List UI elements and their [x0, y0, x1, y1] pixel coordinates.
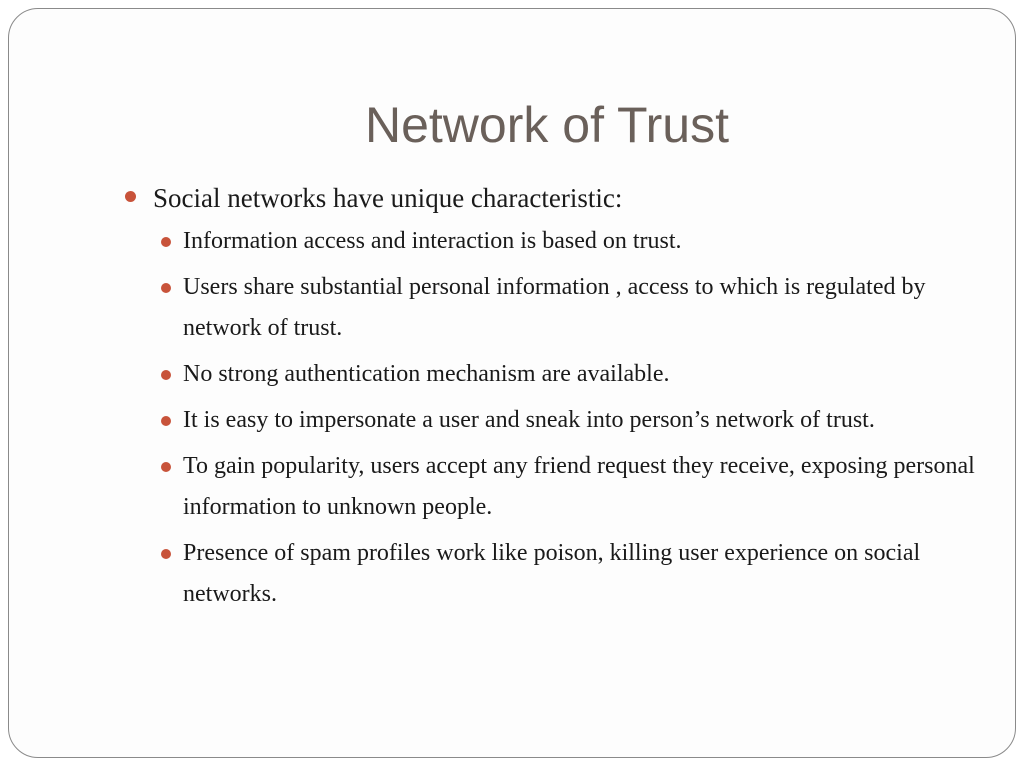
- sub-bullet-item: [155, 533, 983, 615]
- slide-title: Network of Trust: [365, 97, 729, 153]
- sub-bullet-text: Information access and interaction is based on trust.: [183, 228, 682, 254]
- bullet-icon: [161, 462, 171, 472]
- bullet-icon: [161, 283, 171, 293]
- bullet-icon: [161, 416, 171, 426]
- sub-bullet-item: [155, 446, 983, 528]
- bullet-icon: [161, 237, 171, 247]
- sub-bullet-text: It is easy to impersonate a user and sneak into person’s network of trust.: [183, 407, 875, 433]
- bullet-icon: [161, 549, 171, 559]
- sub-bullet-item: [155, 354, 983, 395]
- sub-bullet-list: [155, 221, 983, 615]
- sub-bullet-item: [155, 400, 983, 441]
- sub-bullet-item: [155, 221, 983, 262]
- bullet-icon: [161, 370, 171, 380]
- slide-content: [123, 177, 983, 620]
- sub-bullet-text: No strong authentication mechanism are available.: [183, 361, 670, 387]
- main-bullet-item: [123, 177, 983, 219]
- slide-frame: [8, 8, 1016, 758]
- sub-bullet-text: Presence of spam profiles work like poison, killing user experience on social networks.: [183, 540, 921, 607]
- sub-bullet-text: Users share substantial personal information , access to which is regulated by network of trust.: [183, 274, 926, 341]
- bullet-icon: [125, 191, 136, 202]
- sub-bullet-text: To gain popularity, users accept any friend request they receive, exposing personal information to unknown people.: [183, 453, 975, 520]
- sub-bullet-item: [155, 267, 983, 349]
- main-bullet-text: Social networks have unique characteristic:: [153, 183, 623, 213]
